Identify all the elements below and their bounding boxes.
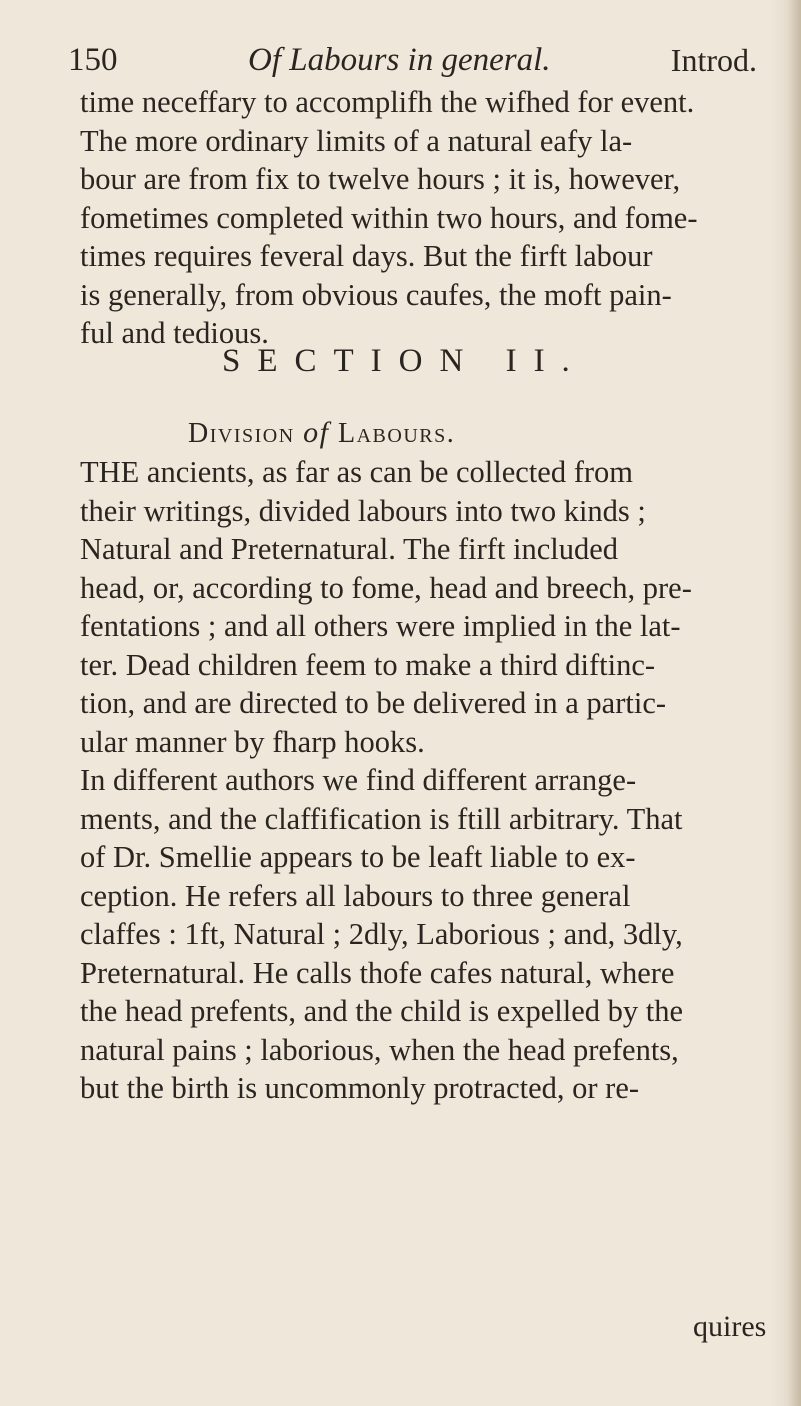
section-heading: SECTION II.: [222, 343, 587, 379]
text-line: Preternatural. He calls thofe cafes natural, where: [80, 955, 675, 990]
text-line: Natural and Preternatural. The firft included: [80, 532, 619, 566]
text-line: THE ancients, as far as can be collected from: [80, 455, 633, 489]
paragraph-continued: [80, 83, 790, 353]
text-line: natural pains ; laborious, when the head prefents,: [80, 1032, 679, 1067]
division-heading: [188, 416, 455, 450]
text-line: time neceffary to accomplifh the wifhed for event.: [80, 85, 695, 119]
text-line: ception. He refers all labours to three general: [80, 878, 631, 913]
text-line: tion, and are directed to be delivered in a partic-: [80, 686, 667, 720]
text-line: times requires feveral days. But the firft labour: [80, 239, 653, 273]
text-line: head, or, according to fome, head and breech, pre-: [80, 570, 692, 605]
text-line: bour are from fix to twelve hours ; it is, however,: [80, 162, 681, 196]
text-line: ments, and the claffification is ftill arbitrary. That: [80, 801, 683, 836]
text-line: ular manner by fharp hooks.: [80, 724, 425, 759]
text-line: The more ordinary limits of a natural eafy la-: [80, 123, 633, 158]
text-line: their writings, divided labours into two kinds ;: [80, 493, 646, 528]
text-line: is generally, from obvious caufes, the moft pain-: [80, 277, 672, 312]
text-line: claffes : 1ft, Natural ; 2dly, Laborious ; and, 3dly,: [80, 917, 683, 951]
text-line: the head prefents, and the child is expelled by the: [80, 994, 684, 1028]
text-line: fometimes completed within two hours, and fome-: [80, 200, 698, 235]
division-heading-word: Division: [188, 418, 295, 449]
text-line: ful and tedious.: [80, 316, 269, 350]
text-line: fentations ; and all others were implied in the lat-: [80, 609, 681, 643]
paragraph-division: [80, 453, 790, 1108]
text-line: ter. Dead children feem to make a third diftinc-: [80, 647, 656, 682]
running-title: Of Labours in general.: [248, 42, 551, 78]
catchword: quires: [693, 1310, 767, 1343]
division-heading-word: Labours.: [338, 418, 456, 449]
section-tag: Introd.: [670, 42, 757, 78]
text-line: In different authors we find different arrange-: [80, 763, 637, 797]
text-line: but the birth is uncommonly protracted, or re-: [80, 1071, 640, 1105]
running-header: [68, 42, 783, 88]
division-heading-of: of: [303, 416, 330, 449]
page-number: 150: [68, 42, 118, 78]
text-line: of Dr. Smellie appears to be leaft liable to ex-: [80, 840, 636, 874]
